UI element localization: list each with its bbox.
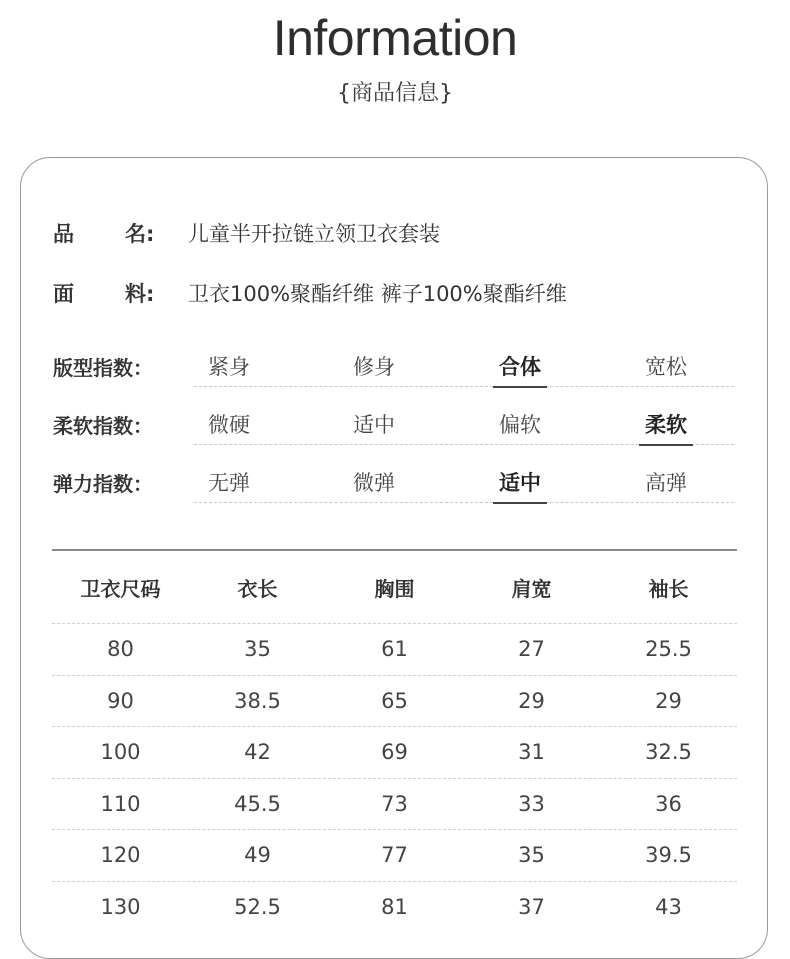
table-cell: 65 [381,688,408,713]
table-cell: 38.5 [234,688,281,713]
product-name-value: 儿童半开拉链立领卫衣套装 [188,222,440,246]
table-cell: 120 [100,843,141,868]
table-header-cell: 袖长 [648,576,689,601]
table-row [52,830,737,882]
softness-option: 柔软 [639,410,693,440]
table-cell: 35 [244,637,271,662]
softness-option: 偏软 [499,413,541,437]
table-header-row [52,551,737,624]
table-cell: 29 [518,688,545,713]
table-cell: 69 [381,740,408,765]
softness-option: 适中 [353,413,395,437]
product-name-row [53,219,440,249]
table-cell: 100 [100,740,141,765]
fit-index-options [194,352,734,387]
table-cell: 25.5 [645,637,692,662]
table-cell: 45.5 [234,791,281,816]
table-header-cell: 卫衣尺码 [80,576,161,601]
table-cell: 80 [107,637,134,662]
table-header-cell: 衣长 [237,576,278,601]
softness-option: 微硬 [208,413,250,437]
table-cell: 61 [381,637,408,662]
table-body [52,624,737,932]
elasticity-index-options [194,468,734,503]
table-row [52,676,737,728]
table-cell: 43 [655,894,682,919]
fit-option: 宽松 [645,355,687,379]
table-cell: 31 [518,740,545,765]
elasticity-option: 高弹 [645,471,687,495]
page-subtitle: {商品信息} [337,81,453,106]
elasticity-option: 微弹 [353,471,395,495]
table-cell: 81 [381,894,408,919]
table-cell: 110 [100,791,141,816]
table-cell: 35 [518,843,545,868]
elasticity-option: 适中 [493,468,547,498]
page-title: Information [272,10,518,66]
fit-option: 合体 [493,352,547,382]
table-cell: 42 [244,740,271,765]
table-cell: 29 [655,688,682,713]
softness-index-label: 柔软指数： [53,414,153,438]
table-cell: 130 [100,894,141,919]
table-cell: 52.5 [234,894,281,919]
fabric-label: 面 料: [53,282,155,306]
fit-option: 修身 [353,355,395,379]
table-cell: 32.5 [645,740,692,765]
table-cell: 37 [518,894,545,919]
product-name-label: 品 名: [53,222,155,246]
softness-index-options [194,410,734,445]
fit-option: 紧身 [208,355,250,379]
table-header-cell: 胸围 [374,576,415,601]
table-cell: 33 [518,791,545,816]
table-cell: 36 [655,791,682,816]
fit-index-label: 版型指数： [53,356,153,380]
table-cell: 27 [518,637,545,662]
table-cell: 49 [244,843,271,868]
fabric-value: 卫衣100%聚酯纤维 裤子100%聚酯纤维 [188,282,567,306]
elasticity-index-label: 弹力指数： [53,472,153,496]
table-row [52,882,737,933]
table-cell: 39.5 [645,843,692,868]
table-header-cell: 肩宽 [511,576,552,601]
size-table [52,549,737,932]
table-cell: 77 [381,843,408,868]
table-cell: 73 [381,791,408,816]
elasticity-option: 无弹 [208,471,250,495]
table-cell: 90 [107,688,134,713]
table-row [52,779,737,831]
table-row [52,624,737,676]
fabric-row [53,279,567,309]
table-row [52,727,737,779]
